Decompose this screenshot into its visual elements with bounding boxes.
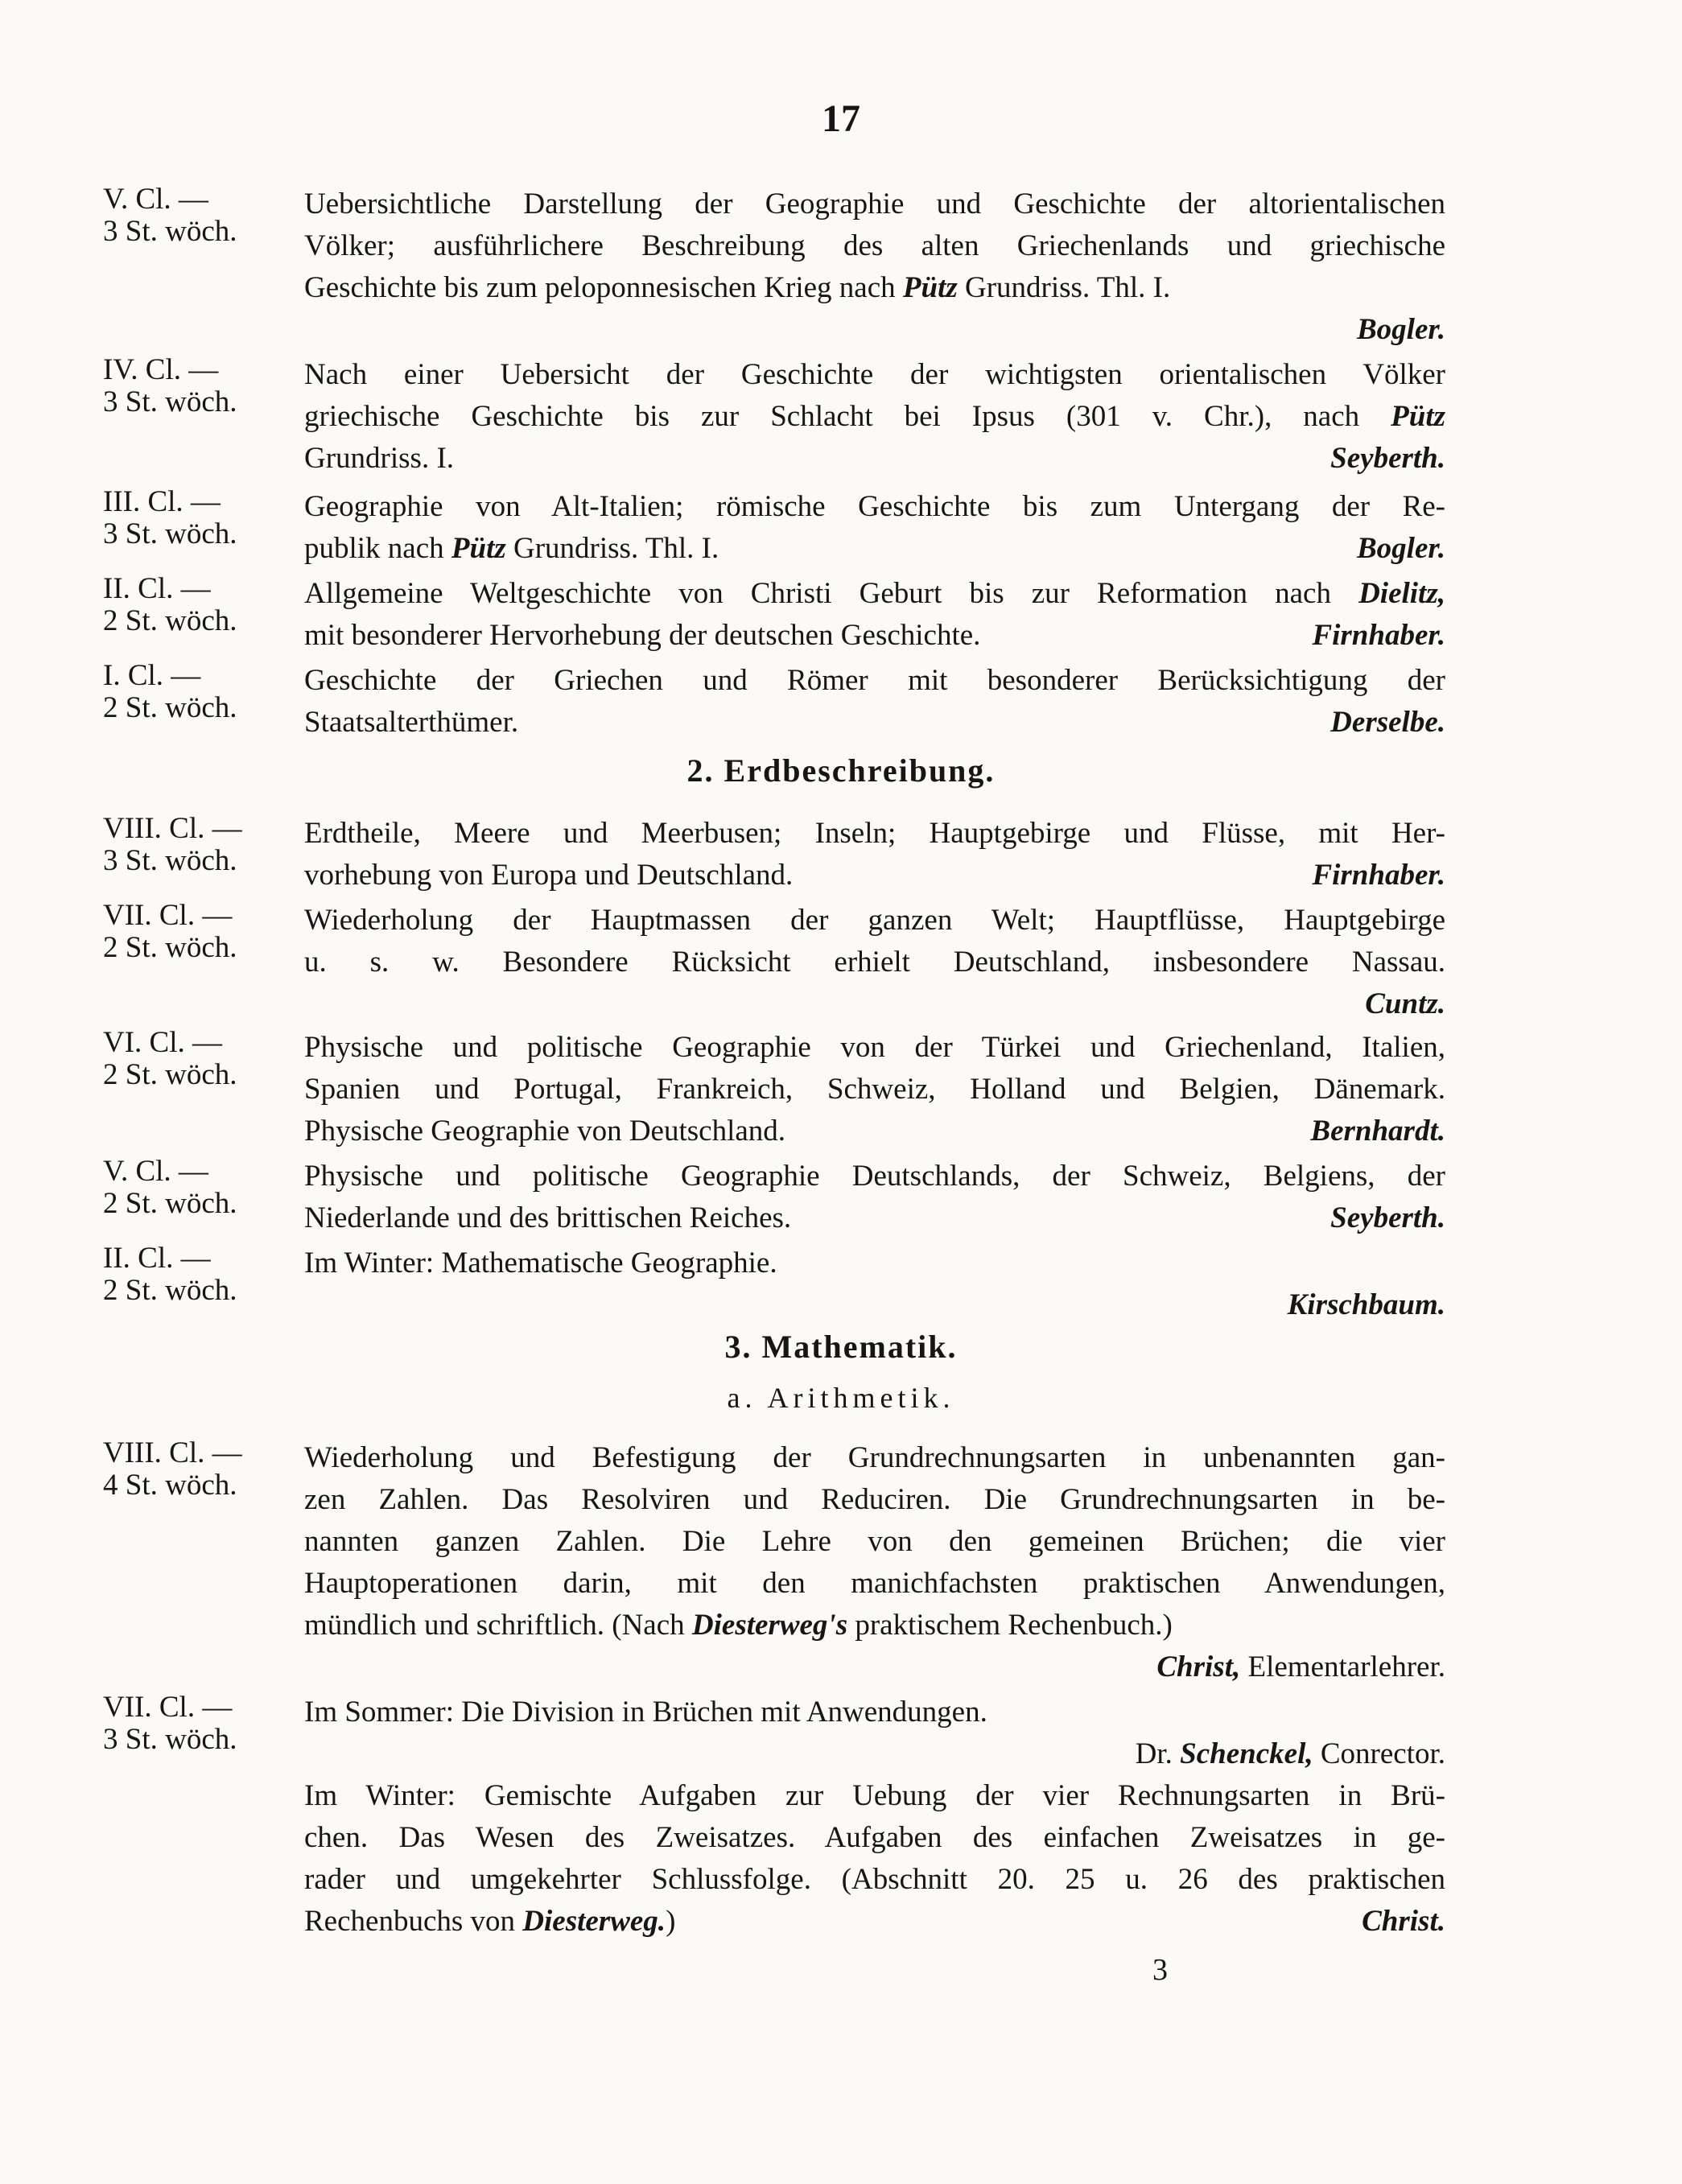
text-line: Staatsalterthümer. Derselbe. <box>304 706 1445 739</box>
class-label: VII. Cl. — <box>103 1691 233 1724</box>
hours-label: 2 St. wöch. <box>103 691 237 724</box>
section-heading-mathematik: 3. Mathematik. <box>724 1329 958 1365</box>
class-label: VI. Cl. — <box>103 1026 222 1059</box>
section-heading-erdbeschreibung: 2. Erdbeschreibung. <box>686 752 996 789</box>
text-line: griechische Geschichte bis zur Schlacht bei Ipsus (301 v. Chr.), nach Pütz <box>304 400 1445 433</box>
text-line: Niederlande und des brittischen Reiches. Seyberth. <box>304 1201 1445 1234</box>
text-line: mündlich und schriftlich. (Nach Diesterweg's praktischem Rechenbuch.) <box>304 1609 1173 1642</box>
teacher-name: Schenckel, <box>1180 1737 1313 1770</box>
teacher-name: Cuntz. <box>1365 987 1445 1020</box>
hours-label: 2 St. wöch. <box>103 604 237 637</box>
text-line: zen Zahlen. Das Resolviren und Reduciren. Die Grundrechnungsarten in be- <box>304 1483 1445 1516</box>
text-line: Wiederholung und Befestigung der Grundrechnungsarten in unbenannten gan- <box>304 1441 1445 1474</box>
text-line: mit besonderer Hervorhebung der deutschen Geschichte. Firnhaber. <box>304 619 1445 652</box>
class-label: V. Cl. — <box>103 183 208 216</box>
text-line: Wiederholung der Hauptmassen der ganzen Welt; Hauptflüsse, Hauptgebirge <box>304 904 1445 937</box>
text-line: Geschichte der Griechen und Römer mit besonderer Berücksichtigung der <box>304 664 1445 697</box>
class-label: III. Cl. — <box>103 485 221 518</box>
class-label: VIII. Cl. — <box>103 1436 242 1469</box>
hours-label: 3 St. wöch. <box>103 517 237 550</box>
text-line: Spanien und Portugal, Frankreich, Schweiz, Holland und Belgien, Dänemark. <box>304 1073 1445 1106</box>
text-line: Allgemeine Weltgeschichte von Christi Geburt bis zur Reformation nach Dielitz, <box>304 577 1445 610</box>
text-line: Grundriss. I. Seyberth. <box>304 442 1445 475</box>
hours-label: 2 St. wöch. <box>103 1187 237 1220</box>
text-line: vorhebung von Europa und Deutschland. Firnhaber. <box>304 859 1445 892</box>
text-line: Geographie von Alt-Italien; römische Geschichte bis zum Untergang der Re- <box>304 490 1445 523</box>
text-line: Physische Geographie von Deutschland. Bernhardt. <box>304 1115 1445 1148</box>
class-label: VIII. Cl. — <box>103 812 242 845</box>
text-line: Erdtheile, Meere und Meerbusen; Inseln; Hauptgebirge und Flüsse, mit Her- <box>304 817 1445 850</box>
hours-label: 3 St. wöch. <box>103 844 237 877</box>
text-line: Hauptoperationen darin, mit den manichfachsten praktischen Anwendungen, <box>304 1567 1445 1600</box>
signature-number: 3 <box>1152 1953 1168 1987</box>
hours-label: 3 St. wöch. <box>103 1723 237 1756</box>
teacher-name: Bogler. <box>1357 313 1445 346</box>
text-line: Nach einer Uebersicht der Geschichte der wichtigsten orientalischen Völker <box>304 358 1445 391</box>
text-line: Völker; ausführlichere Beschreibung des alten Griechenlands und griechische <box>304 229 1445 262</box>
class-label: V. Cl. — <box>103 1155 208 1188</box>
text-line: Physische und politische Geographie Deutschlands, der Schweiz, Belgiens, der <box>304 1160 1445 1193</box>
text-line: u. s. w. Besondere Rücksicht erhielt Deutschland, insbesondere Nassau. <box>304 946 1445 979</box>
text-line: Im Winter: Gemischte Aufgaben zur Uebung der vier Rechnungsarten in Brü- <box>304 1779 1445 1812</box>
teacher-name: Christ, <box>1156 1650 1241 1683</box>
hours-label: 4 St. wöch. <box>103 1469 237 1502</box>
text-line: Im Sommer: Die Division in Brüchen mit Anwendungen. <box>304 1696 987 1729</box>
text-line: nannten ganzen Zahlen. Die Lehre von den gemeinen Brüchen; die vier <box>304 1525 1445 1558</box>
hours-label: 2 St. wöch. <box>103 1274 237 1307</box>
teacher-line: Christ, Elementarlehrer. <box>1156 1650 1445 1683</box>
class-label: II. Cl. — <box>103 1242 211 1275</box>
class-label: VII. Cl. — <box>103 899 233 932</box>
text-line: Rechenbuchs von Diesterweg.) Christ. <box>304 1905 1445 1938</box>
teacher-name: Kirschbaum. <box>1287 1288 1445 1321</box>
class-label: II. Cl. — <box>103 572 211 605</box>
hours-label: 3 St. wöch. <box>103 385 237 418</box>
hours-label: 2 St. wöch. <box>103 931 237 964</box>
class-label: IV. Cl. — <box>103 353 219 386</box>
text-line: chen. Das Wesen des Zweisatzes. Aufgaben des einfachen Zweisatzes in ge- <box>304 1821 1445 1854</box>
hours-label: 2 St. wöch. <box>103 1058 237 1091</box>
text-line: Im Winter: Mathematische Geographie. <box>304 1247 777 1279</box>
class-label: I. Cl. — <box>103 659 201 692</box>
subsection-heading-arithmetik: a. Arithmetik. <box>727 1382 955 1414</box>
page-number: 17 <box>822 97 860 140</box>
text-line: Geschichte bis zum peloponnesischen Krieg nach Pütz Grundriss. Thl. I. <box>304 271 1171 304</box>
text-line: rader und umgekehrter Schlussfolge. (Abschnitt 20. 25 u. 26 des praktischen <box>304 1863 1445 1896</box>
text-line: Uebersichtliche Darstellung der Geographie und Geschichte der altorientalischen <box>304 187 1445 220</box>
teacher-line: Dr. Schenckel, Conrector. <box>1135 1737 1445 1770</box>
text-line: Physische und politische Geographie von der Türkei und Griechenland, Italien, <box>304 1031 1445 1064</box>
text-line: publik nach Pütz Grundriss. Thl. I. Bogler. <box>304 532 1445 565</box>
hours-label: 3 St. wöch. <box>103 215 237 248</box>
